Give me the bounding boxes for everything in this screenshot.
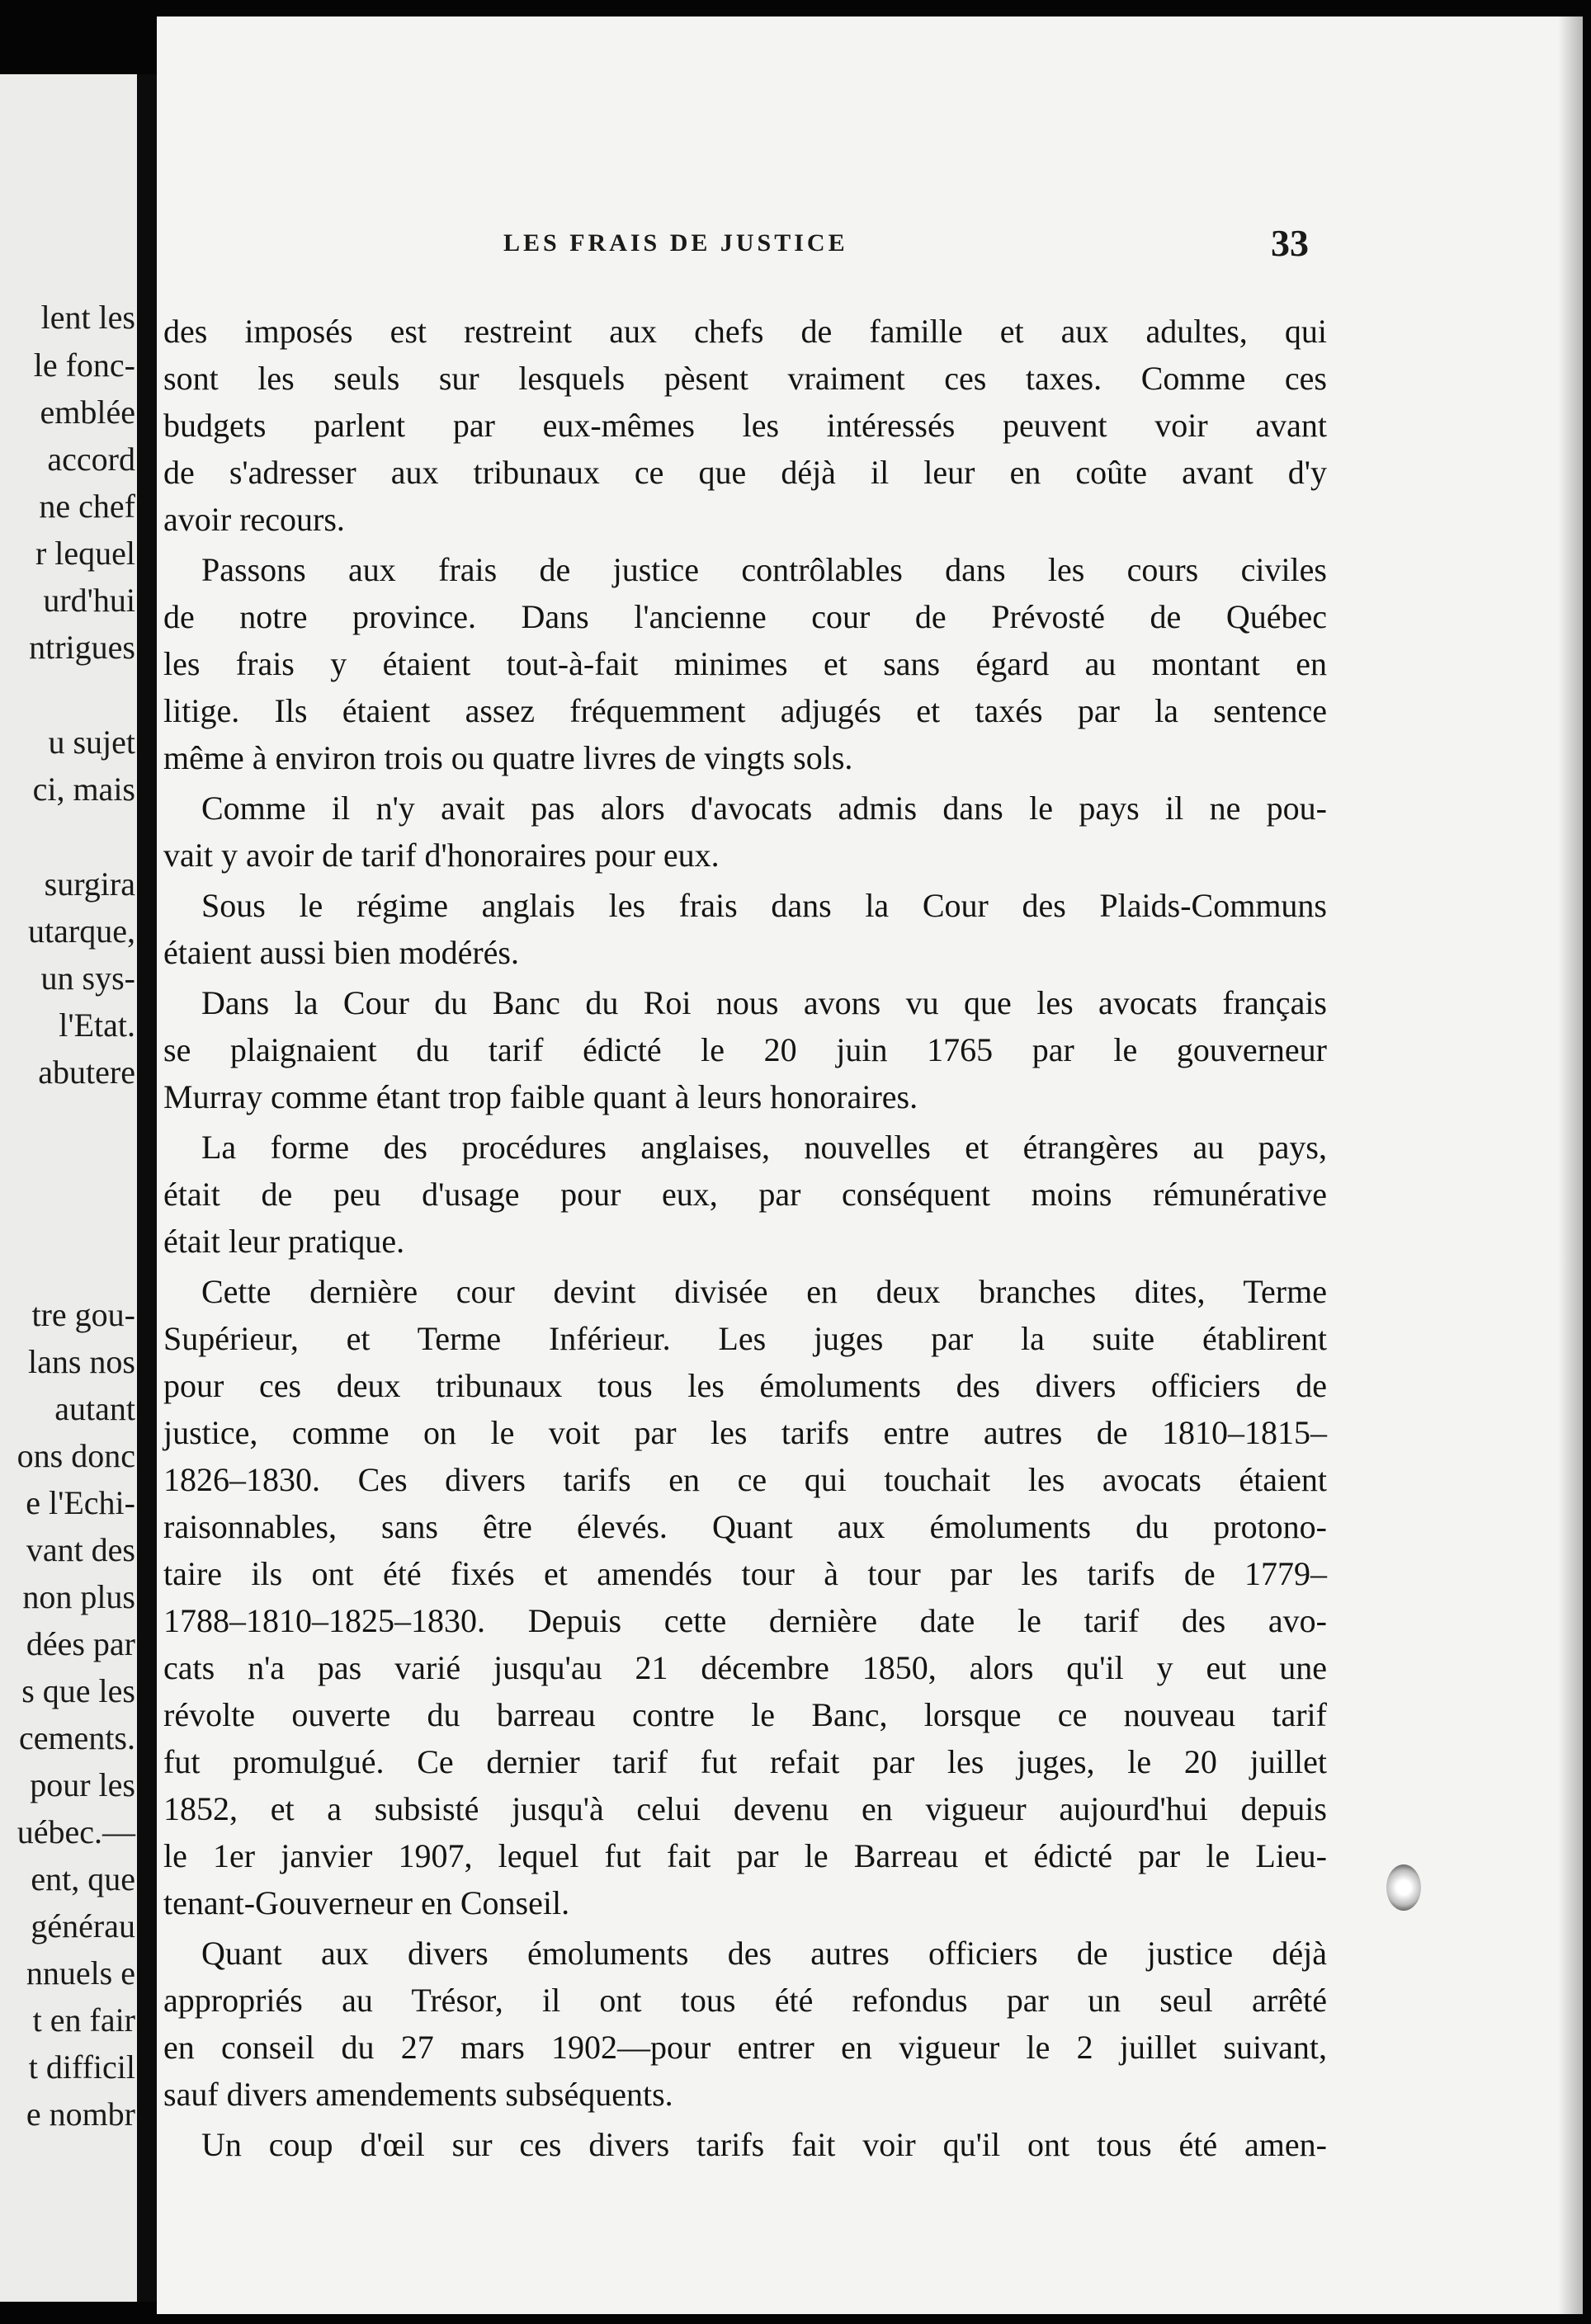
text-line: La forme des procédures anglaises, nouvelles et étrangères au pays, <box>201 1129 1327 1166</box>
left-line: surgira <box>44 865 135 903</box>
left-line: e nombr <box>26 2095 135 2133</box>
text-line: de s'adresser aux tribunaux ce que déjà il leur en coûte avant d'y <box>163 454 1327 491</box>
text-line: en conseil du 27 mars 1902—pour entrer en vigueur le 2 juillet suivant, <box>163 2029 1327 2066</box>
text-line: Cette dernière cour devint divisée en deux branches dites, Terme <box>201 1273 1327 1310</box>
left-line: r lequel <box>35 535 135 572</box>
text-line: sauf divers amendements subséquents. <box>163 2076 673 2113</box>
text-line: budgets parlent par eux-mêmes les intéressés peuvent voir avant <box>163 407 1327 444</box>
left-line: non plus <box>22 1578 135 1615</box>
text-line: sont les seuls sur lesquels pèsent vraiment ces taxes. Comme ces <box>163 360 1327 397</box>
left-line: ntrigues <box>29 629 135 666</box>
text-line: révolte ouverte du barreau contre le Banc, lorsque ce nouveau tarif <box>163 1696 1327 1733</box>
text-line: pour ces deux tribunaux tous les émoluments des divers officiers de <box>163 1367 1327 1404</box>
left-line: urd'hui <box>43 582 135 619</box>
left-line: l'Etat. <box>59 1006 135 1044</box>
text-line: litige. Ils étaient assez fréquemment adjugés et taxés par la sentence <box>163 692 1327 729</box>
left-line: dées par <box>26 1625 135 1662</box>
left-line: abutere <box>38 1054 135 1091</box>
left-line: un sys- <box>40 959 135 997</box>
text-line: 1852, et a subsisté jusqu'à celui devenu en vigueur aujourd'hui depuis <box>163 1790 1327 1827</box>
left-line: ci, mais <box>32 771 135 808</box>
text-line: 1826–1830. Ces divers tarifs en ce qui touchait les avocats étaient <box>163 1461 1327 1498</box>
text-line: le 1er janvier 1907, lequel fut fait par le Barreau et édicté par le Lieu- <box>163 1837 1327 1874</box>
text-line: Comme il n'y avait pas alors d'avocats admis dans le pays il ne pou- <box>201 790 1327 827</box>
left-line: nnuels e <box>26 1954 135 1992</box>
text-line: était leur pratique. <box>163 1223 405 1260</box>
left-line: uébec.— <box>17 1813 135 1850</box>
page-number: 33 <box>1271 222 1309 264</box>
left-line: t difficil <box>28 2048 135 2086</box>
left-line: lans nos <box>28 1343 135 1380</box>
left-line: ne chef <box>39 488 135 525</box>
text-line: fut promulgué. Ce dernier tarif fut refait par les juges, le 20 juillet <box>163 1743 1327 1780</box>
left-line: le fonc- <box>33 346 135 384</box>
text-line: Supérieur, et Terme Inférieur. Les juges par la suite établirent <box>163 1320 1327 1357</box>
left-line: lent les <box>40 299 135 336</box>
text-line: était de peu d'usage pour eux, par conséquent moins rémunérative <box>163 1176 1327 1213</box>
text-line: même à environ trois ou quatre livres de vingts sols. <box>163 739 853 776</box>
text-line: Murray comme étant trop faible quant à leurs honoraires. <box>163 1078 918 1115</box>
text-line: tenant-Gouverneur en Conseil. <box>163 1884 570 1921</box>
left-line: e l'Echi- <box>26 1484 135 1521</box>
left-line: accord <box>47 441 135 478</box>
left-line: emblée <box>40 394 135 431</box>
scan-target-mark-icon <box>1386 1864 1421 1911</box>
left-line: u sujet <box>48 724 135 761</box>
left-line: générau <box>31 1907 135 1945</box>
running-head: LES FRAIS DE JUSTICE <box>503 229 848 257</box>
text-line: des imposés est restreint aux chefs de famille et aux adultes, qui <box>163 313 1327 350</box>
text-line: 1788–1810–1825–1830. Depuis cette dernière date le tarif des avo- <box>163 1602 1327 1639</box>
text-line: raisonnables, sans être élevés. Quant aux émoluments du protono- <box>163 1508 1327 1545</box>
left-line: utarque, <box>28 912 135 950</box>
left-line: autant <box>54 1390 135 1427</box>
text-line: taire ils ont été fixés et amendés tour à tour par les tarifs de 1779– <box>163 1555 1327 1592</box>
text-line: de notre province. Dans l'ancienne cour de Prévosté de Québec <box>163 598 1327 635</box>
text-line: justice, comme on le voit par les tarifs entre autres de 1810–1815– <box>163 1414 1327 1451</box>
left-line: s que les <box>21 1672 135 1709</box>
text-line: se plaignaient du tarif édicté le 20 juin 1765 par le gouverneur <box>163 1031 1327 1068</box>
left-line: cements. <box>18 1719 135 1756</box>
text-line: cats n'a pas varié jusqu'au 21 décembre 1850, alors qu'il y eut une <box>163 1649 1327 1686</box>
text-line: Sous le régime anglais les frais dans la Cour des Plaids-Communs <box>201 887 1327 924</box>
text-line: vait y avoir de tarif d'honoraires pour eux. <box>163 837 720 874</box>
text-line: appropriés au Trésor, il ont tous été refondus par un seul arrêté <box>163 1982 1327 2019</box>
text-line: les frais y étaient tout-à-fait minimes et sans égard au montant en <box>163 645 1327 682</box>
left-line: t en fair <box>32 2001 135 2039</box>
text-line: Dans la Cour du Banc du Roi nous avons vu que les avocats français <box>201 984 1327 1021</box>
text-line: avoir recours. <box>163 501 345 538</box>
text-line: Quant aux divers émoluments des autres officiers de justice déjà <box>201 1935 1327 1972</box>
text-line: Un coup d'œil sur ces divers tarifs fait voir qu'il ont tous été amen- <box>201 2126 1327 2163</box>
book-page <box>157 16 1583 2314</box>
left-line: vant des <box>26 1531 135 1568</box>
page-edge-shadow <box>1558 16 1583 2314</box>
left-line: tre gou- <box>31 1296 135 1333</box>
previous-page-fragment <box>0 74 139 2302</box>
left-line: ons donc <box>17 1437 135 1474</box>
text-line: étaient aussi bien modérés. <box>163 934 519 971</box>
left-line: pour les <box>30 1766 135 1803</box>
left-line: ent, que <box>31 1860 135 1897</box>
text-line: Passons aux frais de justice contrôlables dans les cours civiles <box>201 551 1327 588</box>
